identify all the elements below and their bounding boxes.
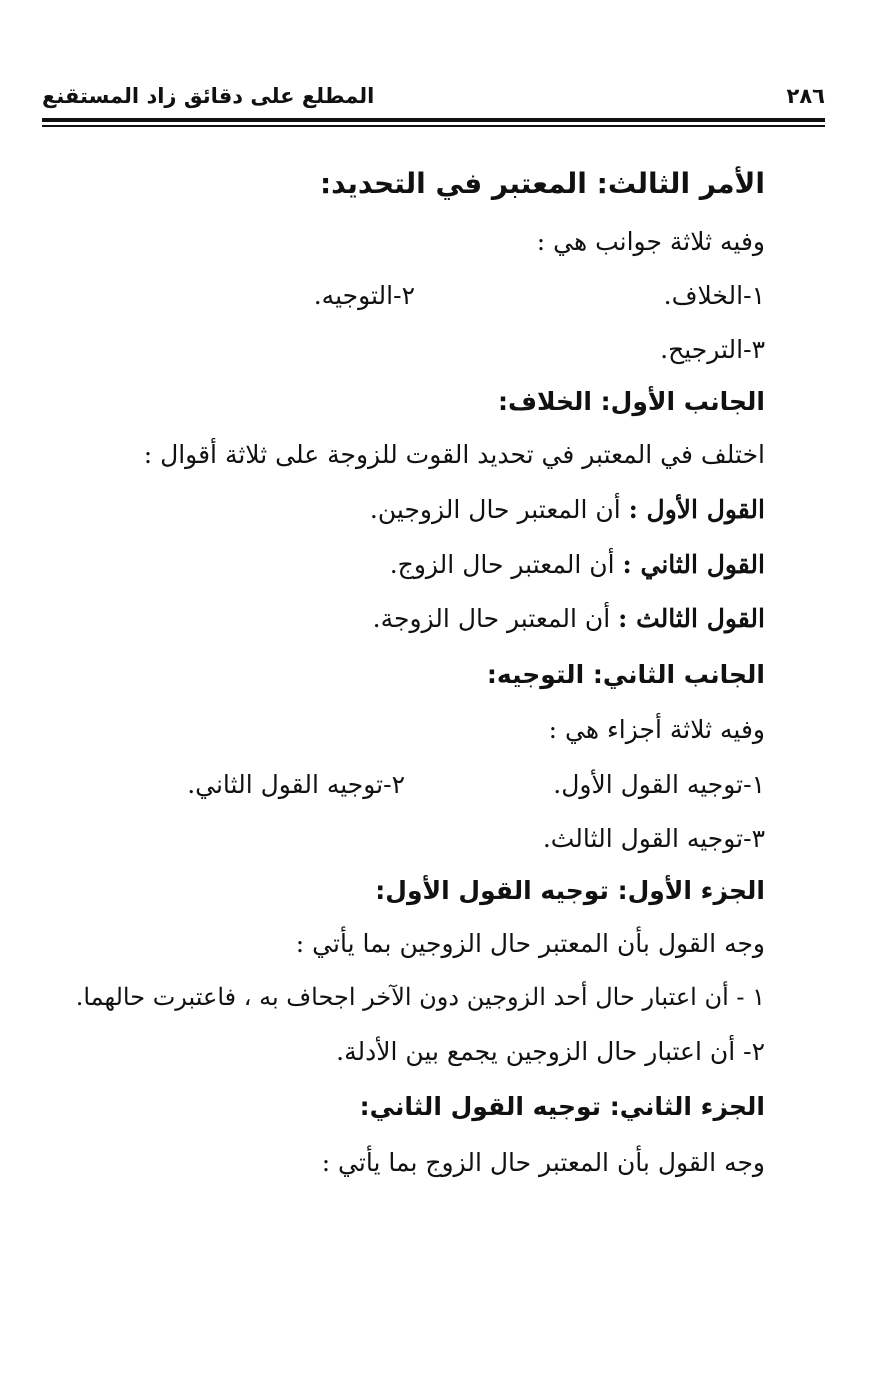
aspect-item-1: ١-الخلاف. xyxy=(663,281,765,310)
part-one-title: الجزء الأول: توجيه القول الأول: xyxy=(375,876,765,905)
page-number: ٢٨٦ xyxy=(786,84,825,108)
opinion-1-text: أن المعتبر حال الزوجين. xyxy=(369,495,621,524)
aspect-one-title: الجانب الأول: الخلاف: xyxy=(497,387,765,416)
opinion-1 xyxy=(370,497,765,522)
opinion-3-text: أن المعتبر حال الزوجة. xyxy=(372,604,611,633)
aspect-item-2: ٢-التوجيه. xyxy=(313,281,415,310)
section-title: الأمر الثالث: المعتبر في التحديد: xyxy=(319,167,765,200)
opinion-1-label: القول الأول : xyxy=(628,495,765,524)
running-header xyxy=(42,84,825,114)
part-item-2: ٢-توجيه القول الثاني. xyxy=(187,770,405,799)
header-rule-thick xyxy=(42,118,825,122)
part-two-title: الجزء الثاني: توجيه القول الثاني: xyxy=(359,1092,765,1121)
opinion-3-label: القول الثالث : xyxy=(618,604,765,633)
book-title: المطلع على دقائق زاد المستقنع xyxy=(42,84,375,108)
opinion-2-text: أن المعتبر حال الزوج. xyxy=(389,550,615,579)
opinion-2-label: القول الثاني : xyxy=(622,550,765,579)
reason-1: ١ - أن اعتبار حال أحد الزوجين دون الآخر اجحاف به ، فاعتبرت حالهما. xyxy=(75,983,765,1011)
part-item-3: ٣-توجيه القول الثالث. xyxy=(542,824,765,853)
dispute-intro: اختلف في المعتبر في تحديد القوت للزوجة على ثلاثة أقوال : xyxy=(143,440,765,469)
aspect-two-title: الجانب الثاني: التوجيه: xyxy=(486,660,765,689)
opinion-3 xyxy=(373,606,765,631)
part-one-intro: وجه القول بأن المعتبر حال الزوجين بما يأتي : xyxy=(295,929,765,958)
opinion-2 xyxy=(390,552,765,577)
aspect-item-3: ٣-الترجيح. xyxy=(660,335,765,364)
part-two-intro: وجه القول بأن المعتبر حال الزوج بما يأتي : xyxy=(321,1148,765,1177)
reason-2: ٢- أن اعتبار حال الزوجين يجمع بين الأدلة. xyxy=(336,1037,765,1066)
intro-aspects: وفيه ثلاثة جوانب هي : xyxy=(536,227,765,256)
header-rule-thin xyxy=(42,125,825,127)
intro-parts: وفيه ثلاثة أجزاء هي : xyxy=(548,715,765,744)
part-item-1: ١-توجيه القول الأول. xyxy=(553,770,765,799)
